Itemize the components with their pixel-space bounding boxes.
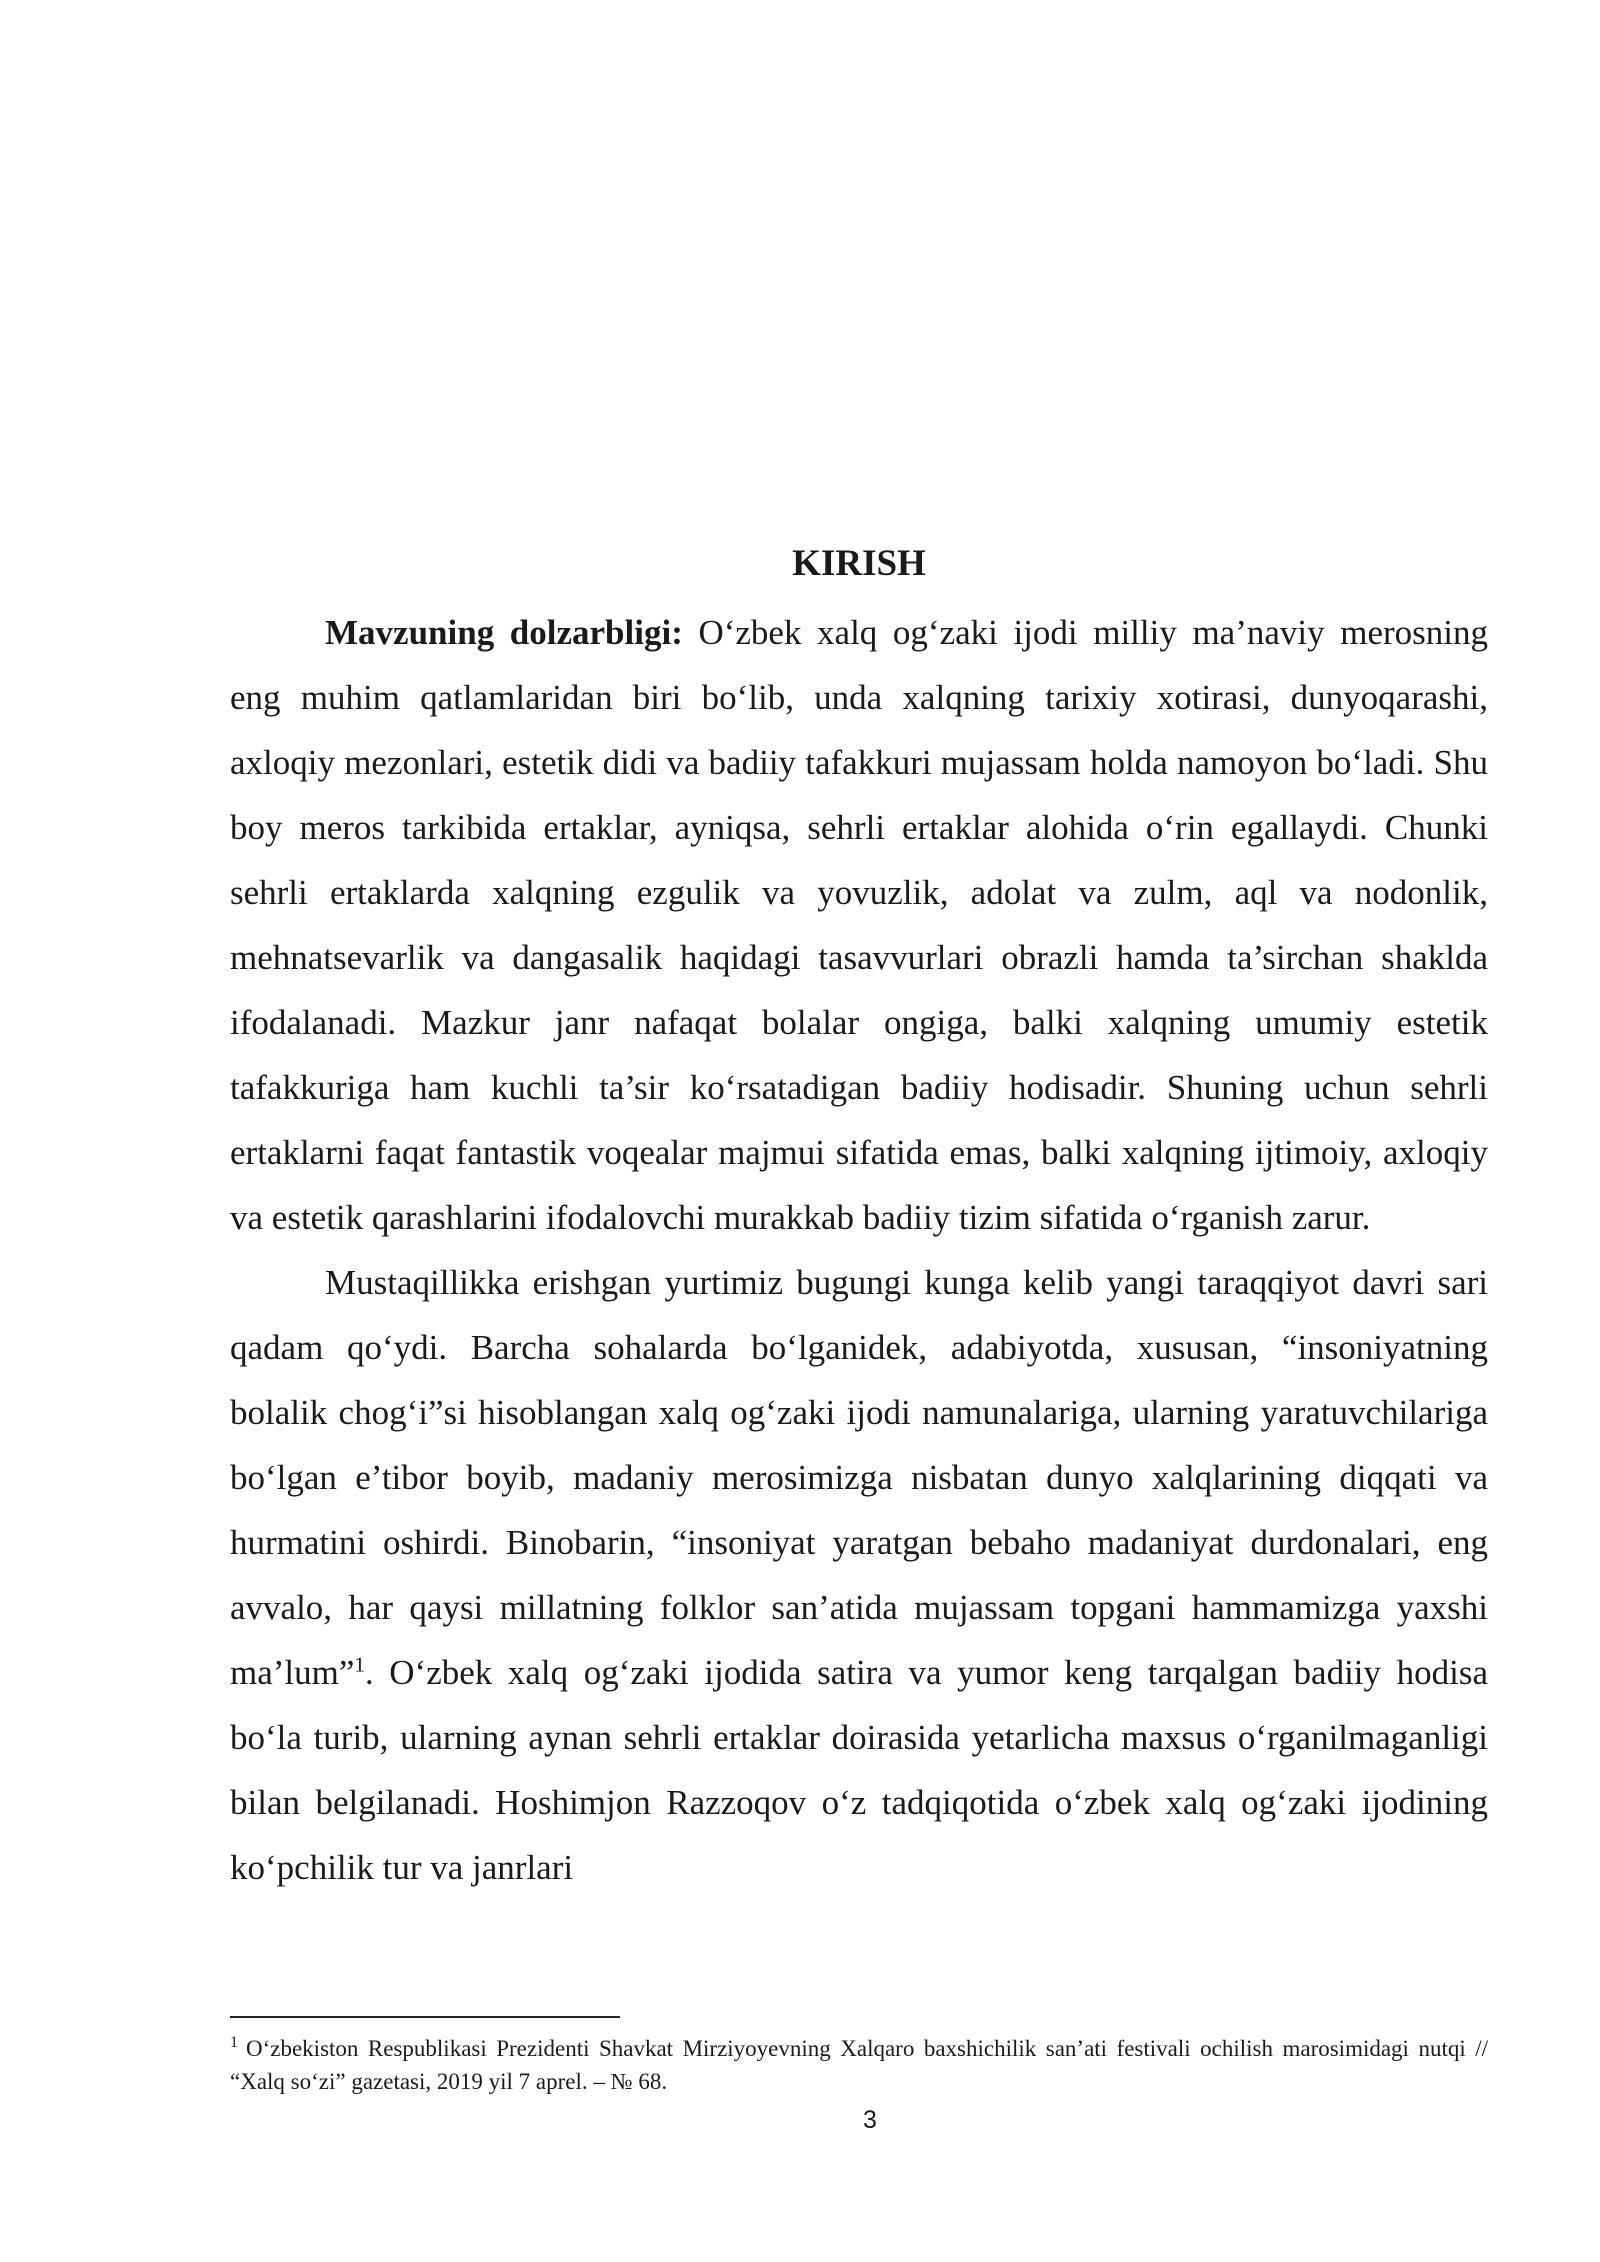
paragraph-relevance-text: O‘zbek xalq og‘zaki ijodi milliy ma’naviy merosning eng muhim qatlamlaridan biri bo‘lib, unda xalqning tarixiy xotirasi, dunyoqarashi, axloqiy mezonlari, estetik didi va badiiy tafakkuri mujassam holda namoyon bo‘ladi. Shu boy meros tarkibida ertaklar, ayniqsa, sehrli ertaklar alohida o‘rin egallaydi. Chunki sehrli ertaklarda xalqning ezgulik va yovuzlik, adolat va zulm, aql va nodonlik, mehnatsevarlik va dangasalik haqidagi tasavvurlari obrazli hamda ta’sirchan shaklda ifodalanadi. Mazkur janr nafaqat bolalar ongiga, balki xalqning umumiy estetik tafakkuriga ham kuchli ta’sir ko‘rsatadigan badiiy hodisadir. Shuning uchun sehrli ertaklarni faqat fantastik voqealar majmui sifatida emas, balki xalqning ijtimoiy, axloqiy va estetik qarashlarini ifodalovchi murakkab badiiy tizim sifatida o‘rganish zarur. (230, 613, 1488, 1237)
chapter-title: KIRISH (792, 543, 926, 584)
page-number: 3 (863, 2106, 877, 2134)
footnote-separator (230, 2016, 620, 2018)
footnote-reference[interactable]: 1 (354, 1652, 365, 1677)
footnote (230, 2032, 1488, 2098)
footnote-number: 1 (230, 2034, 238, 2052)
paragraph-relevance (230, 600, 1488, 1250)
paragraph-independence-text-after: . O‘zbek xalq og‘zaki ijodida satira va yumor keng tarqalgan badiiy hodisa bo‘la turib, ularning aynan sehrli ertaklar doirasida yetarlicha maxsus o‘rganilmaganligi bilan belgilanadi. Hoshimjon Razzoqov o‘z tadqiqotida o‘zbek xalq og‘zaki ijodining ko‘pchilik tur va janrlari (230, 1653, 1488, 1887)
paragraph-lead-heading: Mavzuning dolzarbligi: (325, 613, 683, 652)
footnote-text: O‘zbekiston Respublikasi Prezidenti Shavkat Mirziyoyevning Xalqaro baxshichilik san’ati festivali ochilish marosimidagi nutqi // “Xalq so‘zi” gazetasi, 2019 yil 7 aprel. – № 68. (230, 2036, 1488, 2094)
paragraph-independence-text-before: Mustaqillikka erishgan yurtimiz bugungi kunga kelib yangi taraqqiyot davri sari qadam qo‘ydi. Barcha sohalarda bo‘lganidek, adabiyotda, xususan, “insoniyatning bolalik chog‘i”si hisoblangan xalq og‘zaki ijodi namunalariga, ularning yaratuvchilariga bo‘lgan e’tibor boyib, madaniy merosimizga nisbatan dunyo xalqlarining diqqati va hurmatini oshirdi. Binobarin, “insoniyat yaratgan bebaho madaniyat durdonalari, eng avvalo, har qaysi millatning folklor san’atida mujassam topgani hammamizga yaxshi ma’lum” (230, 1263, 1488, 1692)
body-text (230, 600, 1488, 1900)
paragraph-independence (230, 1250, 1488, 1900)
